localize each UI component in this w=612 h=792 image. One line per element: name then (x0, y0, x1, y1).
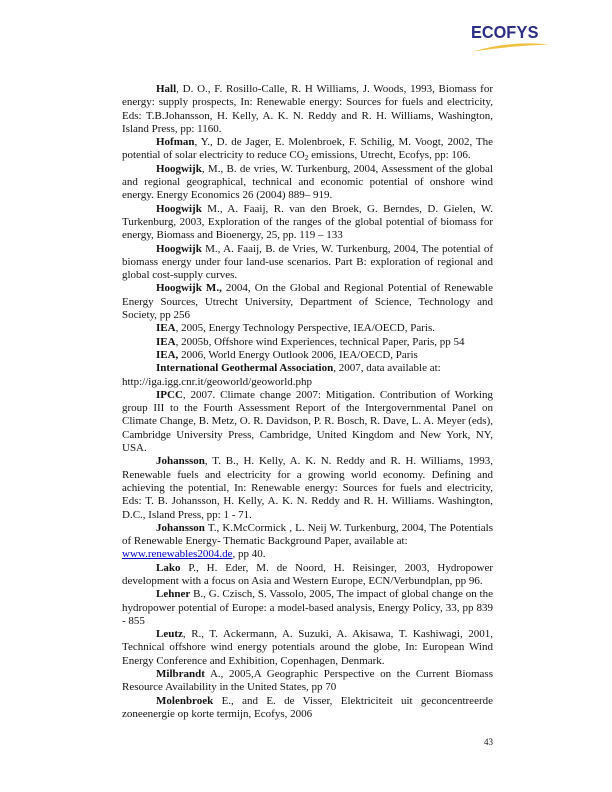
reference-entry (122, 562, 493, 589)
reference-entry (122, 455, 493, 521)
page-number: 43 (484, 737, 493, 747)
reference-author: Milbrandt (156, 668, 205, 681)
reference-author: Lako (156, 561, 181, 574)
reference-author: Hall (156, 83, 177, 95)
reference-link[interactable]: www.renewables2004.de (122, 548, 233, 561)
reference-author: Johansson (156, 455, 205, 468)
reference-text: http://iga.igg.cnr.it/geoworld/geoworld.php (122, 375, 313, 388)
reference-author: International Geothermal Association (156, 362, 334, 375)
reference-text: B., G. Czisch, S. Vassolo, 2005, The impact of global change on the hydropower potential of Europe: a model-based analysis, Energy Policy, 33, pp 839 - 855 (122, 588, 493, 627)
reference-author: Hoogwijk (156, 202, 202, 215)
reference-entry (122, 668, 493, 695)
reference-author: Hoogwijk M., (156, 282, 222, 295)
reference-author: IEA (156, 322, 176, 335)
reference-text: 2006, World Energy Outlook 2006, IEA/OECD, Paris (178, 348, 418, 361)
reference-text: M., A. Faaij, B. de Vries, W. Turkenburg, 2004, The potential of biomass energy under four land-use scenarios. Part B: exploration of regional and global cost-supply curves. (122, 242, 493, 282)
reference-entry (122, 588, 493, 628)
reference-text: , 2007, data available at: (333, 362, 441, 375)
reference-text: , D. O., F. Rosillo-Calle, R. H Williams, J. Woods, 1993, Biomass for energy: supply prospects, In: Renewable energy: Sources for fuels and electricity, Eds: T.B.Johansson, H. Kelly, A. K. N. Reddy and R. H. Williams, Washington, Island Press, pp: 1160. (122, 83, 493, 135)
subscript-text: 2 (304, 153, 309, 163)
reference-text: T., K.McCormick , L. Neij W. Turkenburg, 2004, The Potentials of Renewable Energy- Thematic Background Paper, available at: (122, 521, 493, 548)
reference-entry (122, 322, 493, 335)
ecofys-logo-eco: ECO (471, 22, 507, 42)
reference-text: emissions, Utrecht, Ecofys, pp: 106. (308, 149, 471, 162)
reference-author: Molenbroek (156, 694, 214, 707)
reference-text: , R., T. Ackermann, A. Suzuki, A. Akisawa, T. Kashiwagi, 2001, Technical offshore wind energy potentials around the globe, In: European Wind Energy Conference and Exhibition, Copenhagen, Denmark. (122, 628, 493, 667)
ecofys-swoosh-icon (472, 42, 550, 53)
reference-entry (122, 628, 493, 668)
reference-author: Hofman (156, 136, 195, 149)
reference-author: Lehner (156, 588, 191, 601)
reference-entry (122, 336, 493, 349)
reference-text: A., 2005,A Geographic Perspective on the Current Biomass Resource Availability in the United States, pp 70 (122, 668, 493, 694)
reference-text: 2004, On the Global and Regional Potential of Renewable Energy Sources, Utrecht University, Department of Science, Technology and Society, pp 256 (122, 282, 493, 322)
reference-author: Leutz (156, 628, 183, 641)
reference-text: , 2007. Climate change 2007: Mitigation. Contribution of Working group III to the Fourth Assessment Report of the Intergovernmental Panel on Climate Change, B. Metz, O. R. Davidson, P. R. Bosch, R. Dave, L. A. Meyer (eds), Cambridge University Press, Cambridge, United Kingdom and New York, NY, USA. (122, 388, 493, 455)
reference-entry (122, 83, 493, 136)
reference-entry (122, 282, 493, 322)
ecofys-logo-text (471, 23, 545, 41)
reference-entry (122, 695, 493, 722)
reference-text: , pp 40. (232, 548, 266, 561)
reference-text: P., H. Eder, M. de Noord, H. Reisinger, 2003, Hydropower development with a focus on Asia and Western Europe, ECN/Verbundplan, pp 96. (122, 561, 493, 587)
reference-entry (122, 203, 493, 243)
reference-text: , T. B., H. Kelly, A. K. N. Reddy and R. H. Williams, 1993, Renewable fuels and electricity for a growing world economy. Defining and achieving the potential, In: Renewable energy: Sources for fuels and electricity, Eds: T. B. Johansson, H. Kelly, A. K. N. Reddy and R. H. Williams. Washington, D.C., Island Press, pp: 1 - 71. (122, 455, 493, 521)
reference-text: , Y., D. de Jager, E. Molenbroek, F. Schilig, M. Voogt, 2002, The potential of solar electricity to reduce CO (122, 136, 493, 162)
reference-author: Hoogwijk (156, 242, 202, 255)
reference-author: IEA, (156, 348, 179, 361)
reference-entry (122, 362, 493, 389)
reference-text: , 2005, Energy Technology Perspective, IEA/OECD, Paris. (175, 322, 435, 335)
reference-text: , 2005b, Offshore wind Experiences, technical Paper, Paris, pp 54 (175, 335, 465, 348)
reference-author: Johansson (156, 521, 205, 534)
reference-entry (122, 389, 493, 455)
reference-entry (122, 522, 493, 562)
reference-author: Hoogwijk (156, 162, 202, 175)
reference-entry (122, 349, 493, 362)
reference-text: E., and E. de Visser, Elektriciteit uit geconcentreerde zoneenergie op korte termijn, Ecofys, 2006 (122, 694, 493, 720)
references-list (122, 83, 493, 721)
reference-text: , M., B. de vries, W. Turkenburg, 2004, Assessment of the global and regional geographical, technical and economic potential of onshore wind energy. Energy Economics 26 (2004) 889– 919. (122, 162, 493, 202)
reference-author: IPCC (156, 388, 183, 401)
reference-entry (122, 163, 493, 203)
reference-entry (122, 136, 493, 163)
ecofys-logo-fys: FYS (506, 22, 539, 42)
reference-author: IEA (156, 335, 176, 348)
reference-text: M., A. Faaij, R. van den Broek, G. Berndes, D. Gielen, W. Turkenburg, 2003, Exploration of the ranges of the global potential of biomass for energy, Biomass and Bioenergy, 25, pp. 119 – 133 (122, 202, 493, 242)
reference-entry (122, 243, 493, 283)
ecofys-logo (471, 23, 551, 53)
